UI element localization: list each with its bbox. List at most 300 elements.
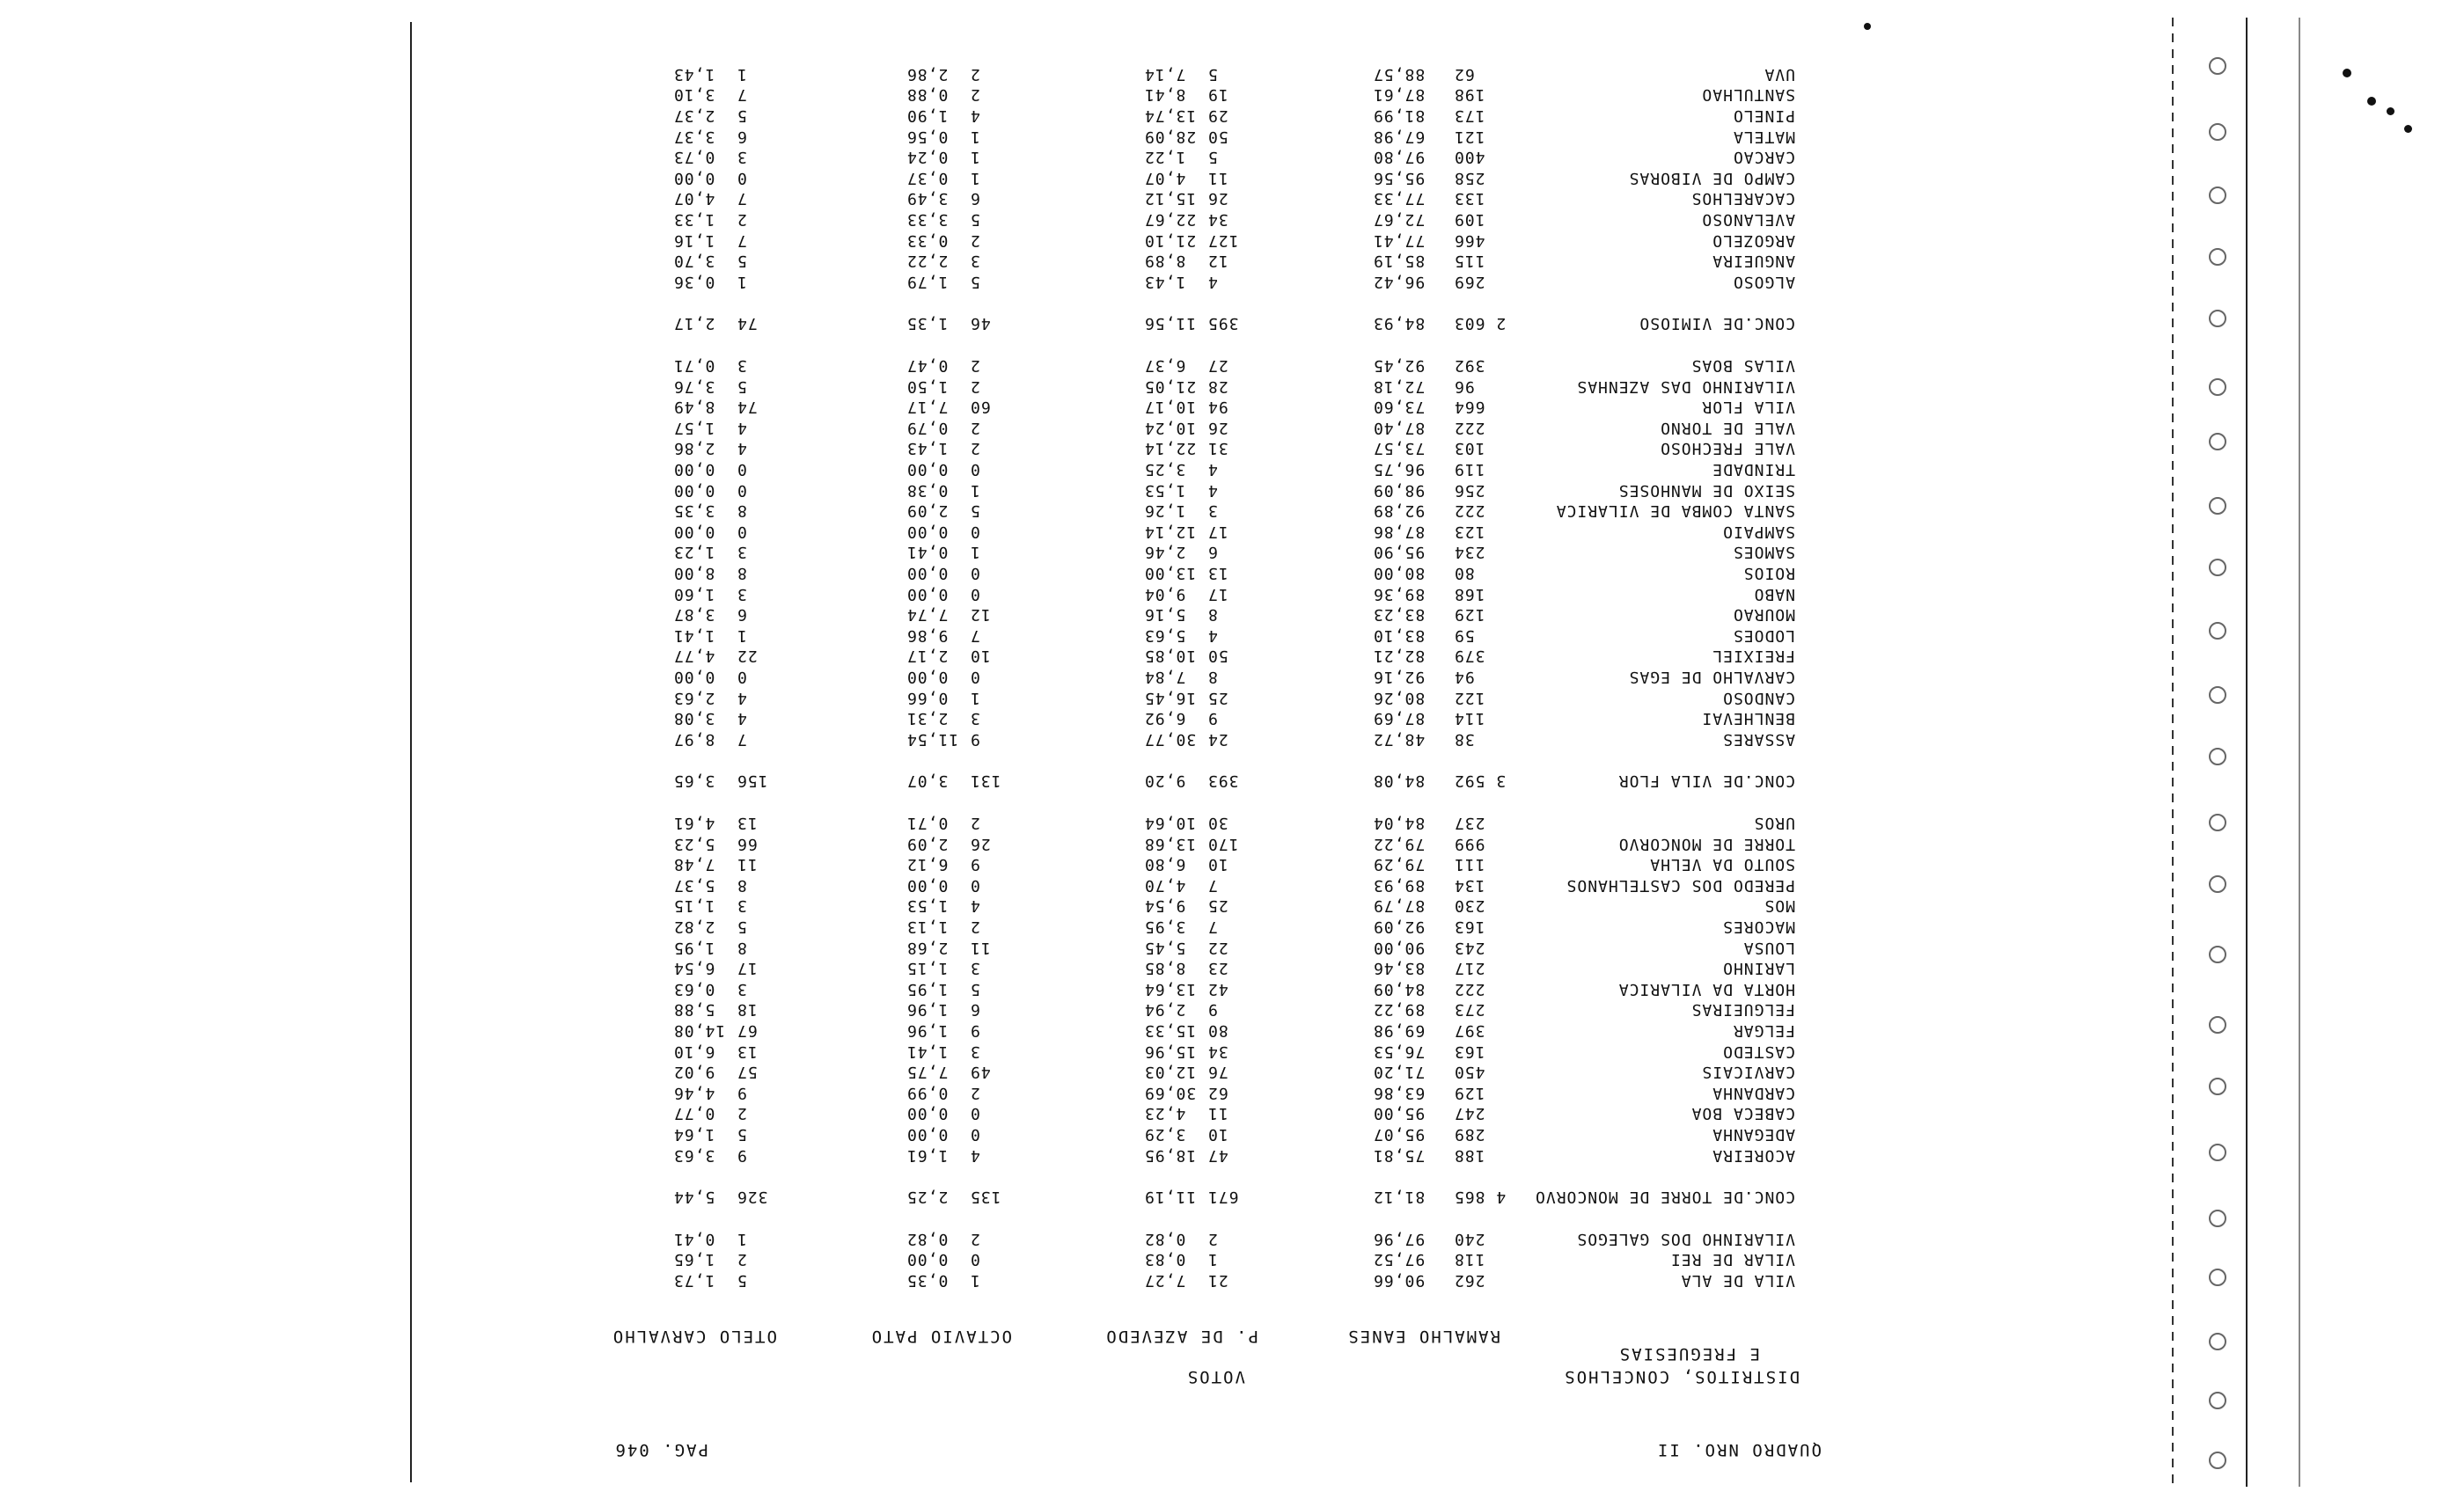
votes-eanes: 109 (1454, 210, 1485, 229)
votes-carvalho: 3 (737, 584, 747, 603)
table-row (0, 938, 2464, 957)
pct-azevedo: 13,74 (1144, 106, 1197, 125)
pct-azevedo: 10,64 (1144, 814, 1197, 832)
votes-eanes: 163 (1454, 1042, 1485, 1061)
pct-azevedo: 0,82 (1144, 1229, 1186, 1248)
territory-name: VILAS BOAS (1690, 356, 1795, 375)
territory-name: ADEGANHA (1712, 1125, 1795, 1144)
votes-pato: 9 (970, 855, 980, 874)
table-row (0, 896, 2464, 915)
votes-eanes: 188 (1454, 1145, 1485, 1165)
territory-name: ARGOZELO (1712, 230, 1795, 250)
pct-carvalho: 3,35 (673, 501, 715, 521)
votes-eanes: 247 (1454, 1104, 1485, 1123)
pct-azevedo: 12,03 (1144, 1063, 1197, 1082)
pct-carvalho: 2,82 (673, 918, 715, 936)
votes-eanes: 999 (1454, 834, 1485, 853)
votes-azevedo: 4 (1207, 460, 1218, 479)
votes-carvalho: 22 (737, 647, 758, 666)
votes-pato: 3 (970, 959, 980, 978)
pct-carvalho: 1,23 (673, 543, 715, 562)
votes-eanes: 2 603 (1454, 314, 1507, 333)
pct-azevedo: 3,25 (1144, 460, 1186, 479)
votes-eanes: 234 (1454, 543, 1485, 562)
votes-pato: 1 (970, 688, 980, 707)
votes-azevedo: 42 (1207, 979, 1228, 998)
votes-carvalho: 3 (737, 896, 747, 916)
pct-eanes: 79,29 (1373, 855, 1426, 874)
pct-eanes: 71,20 (1373, 1063, 1426, 1082)
votes-eanes: 163 (1454, 918, 1485, 936)
votes-carvalho: 0 (737, 460, 747, 479)
pct-carvalho: 2,63 (673, 688, 715, 707)
table-row (0, 230, 2464, 250)
pct-eanes: 87,69 (1373, 709, 1426, 728)
table-row (0, 604, 2464, 624)
table-row (0, 418, 2464, 437)
territory-name: CABECA BOA (1690, 1104, 1795, 1123)
pct-pato: 2,86 (906, 64, 949, 84)
pct-pato: 3,07 (906, 772, 949, 791)
votes-azevedo: 5 (1207, 148, 1218, 167)
pct-pato: 0,33 (906, 230, 949, 250)
votes-eanes: 3 592 (1454, 772, 1507, 791)
pct-eanes: 92,89 (1373, 501, 1426, 521)
territory-name: SOUTO DA VELHA (1649, 855, 1795, 874)
table-row (0, 1083, 2464, 1102)
table-row (0, 625, 2464, 645)
votes-pato: 3 (970, 709, 980, 728)
votes-carvalho: 11 (737, 855, 758, 874)
territory-name: AVELANOSO (1701, 210, 1795, 229)
votes-pato: 1 (970, 1271, 980, 1290)
votes-eanes: 118 (1454, 1250, 1485, 1269)
votes-eanes: 450 (1454, 1063, 1485, 1082)
pct-carvalho: 8,00 (673, 564, 715, 582)
votes-eanes: 123 (1454, 522, 1485, 541)
pct-carvalho: 0,71 (673, 356, 715, 375)
table-row (0, 646, 2464, 665)
votes-carvalho: 5 (737, 918, 747, 936)
pct-azevedo: 11,56 (1144, 314, 1197, 333)
votes-eanes: 168 (1454, 584, 1485, 603)
pct-azevedo: 10,24 (1144, 418, 1197, 437)
pct-pato: 0,79 (906, 418, 949, 437)
votes-azevedo: 9 (1207, 1000, 1218, 1020)
votes-azevedo: 671 (1207, 1188, 1239, 1207)
territory-name: CARCAO (1732, 148, 1795, 167)
pct-pato: 2,17 (906, 647, 949, 666)
pct-azevedo: 13,00 (1144, 564, 1197, 582)
pct-carvalho: 2,17 (673, 314, 715, 333)
votes-eanes: 269 (1454, 272, 1485, 291)
votes-eanes: 273 (1454, 1000, 1485, 1020)
votes-pato: 2 (970, 377, 980, 396)
table-row (0, 584, 2464, 603)
pct-carvalho: 1,41 (673, 625, 715, 645)
territory-name: ANGUEIRA (1712, 252, 1795, 271)
votes-eanes: 96 (1454, 377, 1475, 396)
votes-azevedo: 62 (1207, 1083, 1228, 1102)
votes-azevedo: 22 (1207, 938, 1228, 957)
votes-azevedo: 6 (1207, 543, 1218, 562)
pct-azevedo: 12,14 (1144, 522, 1197, 541)
pct-carvalho: 0,36 (673, 272, 715, 291)
pct-pato: 1,53 (906, 896, 949, 916)
column-heading-territory: DISTRITOS, CONCELHOS (1563, 1367, 1800, 1386)
pct-azevedo: 3,95 (1144, 918, 1186, 936)
pct-pato: 0,00 (906, 564, 949, 582)
pct-azevedo: 1,22 (1144, 148, 1186, 167)
pct-pato: 0,00 (906, 1125, 949, 1144)
votes-carvalho: 9 (737, 1145, 747, 1165)
pct-azevedo: 7,84 (1144, 668, 1186, 686)
votes-azevedo: 1 (1207, 1250, 1218, 1269)
table-row (0, 438, 2464, 457)
territory-name: VILA DE ALA (1680, 1271, 1795, 1290)
votes-eanes: 62 (1454, 64, 1475, 84)
pct-pato: 0,88 (906, 85, 949, 105)
votes-carvalho: 8 (737, 501, 747, 521)
votes-eanes: 664 (1454, 398, 1485, 417)
pct-carvalho: 5,37 (673, 875, 715, 895)
votes-eanes: 134 (1454, 875, 1485, 895)
pct-pato: 0,00 (906, 875, 949, 895)
votes-pato: 2 (970, 918, 980, 936)
territory-name: ALGOSO (1732, 272, 1795, 291)
votes-pato: 4 (970, 896, 980, 916)
votes-eanes: 59 (1454, 625, 1475, 645)
pct-eanes: 96,42 (1373, 272, 1426, 291)
votes-pato: 0 (970, 1104, 980, 1123)
votes-carvalho: 5 (737, 1271, 747, 1290)
pct-azevedo: 1,26 (1144, 501, 1186, 521)
votes-pato: 1 (970, 148, 980, 167)
pct-eanes: 92,09 (1373, 918, 1426, 936)
territory-name: VILA FLOR (1701, 398, 1795, 417)
votes-pato: 1 (970, 127, 980, 146)
pct-carvalho: 0,00 (673, 668, 715, 686)
votes-azevedo: 19 (1207, 85, 1228, 105)
votes-carvalho: 2 (737, 210, 747, 229)
table-row (0, 979, 2464, 998)
votes-carvalho: 1 (737, 625, 747, 645)
pct-pato: 0,66 (906, 688, 949, 707)
table-row (0, 708, 2464, 728)
pct-azevedo: 9,54 (1144, 896, 1186, 916)
votes-carvalho: 7 (737, 230, 747, 250)
pct-carvalho: 6,10 (673, 1042, 715, 1061)
votes-pato: 9 (970, 1021, 980, 1040)
pct-pato: 6,12 (906, 855, 949, 874)
votes-azevedo: 8 (1207, 605, 1218, 625)
votes-pato: 49 (970, 1063, 991, 1082)
territory-name: ROIOS (1742, 564, 1795, 582)
territory-name: CARVICAIS (1701, 1063, 1795, 1082)
pct-azevedo: 2,94 (1144, 1000, 1186, 1020)
table-row (0, 397, 2464, 416)
territory-name: LOUSA (1742, 938, 1795, 957)
votes-pato: 6 (970, 1000, 980, 1020)
territory-name: TORRE DE MONCORVO (1617, 834, 1795, 853)
votes-carvalho: 6 (737, 127, 747, 146)
pct-eanes: 85,19 (1373, 252, 1426, 271)
pct-pato: 3,33 (906, 210, 949, 229)
votes-eanes: 379 (1454, 647, 1485, 666)
votes-azevedo: 24 (1207, 729, 1228, 749)
table-row (0, 1103, 2464, 1123)
pct-eanes: 87,61 (1373, 85, 1426, 105)
votes-azevedo: 7 (1207, 918, 1218, 936)
votes-pato: 2 (970, 1083, 980, 1102)
pct-carvalho: 3,08 (673, 709, 715, 728)
pct-carvalho: 1,57 (673, 418, 715, 437)
pct-eanes: 63,86 (1373, 1083, 1426, 1102)
pct-carvalho: 8,97 (673, 729, 715, 749)
territory-name: PINELO (1732, 106, 1795, 125)
votes-carvalho: 5 (737, 1125, 747, 1144)
table-title: QUADRO NRO. II (1655, 1440, 1822, 1459)
votes-eanes: 122 (1454, 688, 1485, 707)
votes-eanes: 256 (1454, 480, 1485, 500)
table-row (0, 251, 2464, 270)
votes-pato: 4 (970, 106, 980, 125)
territory-name: MACORES (1722, 918, 1795, 936)
votes-eanes: 121 (1454, 127, 1485, 146)
pct-azevedo: 2,46 (1144, 543, 1186, 562)
pct-eanes: 95,00 (1373, 1104, 1426, 1123)
pct-azevedo: 6,80 (1144, 855, 1186, 874)
votes-eanes: 240 (1454, 1229, 1485, 1248)
table-row (0, 106, 2464, 125)
pct-eanes: 87,79 (1373, 896, 1426, 916)
table-row (0, 834, 2464, 853)
pct-pato: 1,96 (906, 1021, 949, 1040)
votes-carvalho: 67 (737, 1021, 758, 1040)
votes-pato: 2 (970, 814, 980, 832)
votes-eanes: 133 (1454, 189, 1485, 208)
pct-eanes: 82,21 (1373, 647, 1426, 666)
table-row (0, 355, 2464, 375)
pct-eanes: 88,57 (1373, 64, 1426, 84)
candidate-heading-4: OTELO CARVALHO (611, 1327, 777, 1346)
votes-azevedo: 5 (1207, 64, 1218, 84)
votes-pato: 5 (970, 501, 980, 521)
table-row (0, 64, 2464, 84)
table-row (0, 209, 2464, 229)
pct-pato: 11,54 (906, 729, 959, 749)
pct-eanes: 89,36 (1373, 584, 1426, 603)
votes-carvalho: 5 (737, 377, 747, 396)
pct-carvalho: 5,23 (673, 834, 715, 853)
table-row (0, 1042, 2464, 1061)
pct-carvalho: 1,16 (673, 230, 715, 250)
pct-pato: 0,24 (906, 148, 949, 167)
territory-name: VALE DE TORNO (1660, 418, 1795, 437)
pct-carvalho: 1,15 (673, 896, 715, 916)
pct-carvalho: 1,95 (673, 938, 715, 957)
pct-azevedo: 15,96 (1144, 1042, 1197, 1061)
pct-carvalho: 1,64 (673, 1125, 715, 1144)
votes-azevedo: 50 (1207, 127, 1228, 146)
table-row (0, 1020, 2464, 1040)
pct-carvalho: 0,00 (673, 522, 715, 541)
territory-name: FELGAR (1732, 1021, 1795, 1040)
pct-azevedo: 8,41 (1144, 85, 1186, 105)
votes-carvalho: 2 (737, 1104, 747, 1123)
pct-eanes: 97,52 (1373, 1250, 1426, 1269)
votes-azevedo: 4 (1207, 625, 1218, 645)
votes-pato: 12 (970, 605, 991, 625)
pct-azevedo: 13,64 (1144, 979, 1197, 998)
pct-azevedo: 11,19 (1144, 1188, 1197, 1207)
pct-eanes: 80,26 (1373, 688, 1426, 707)
votes-azevedo: 47 (1207, 1145, 1228, 1165)
votes-eanes: 94 (1454, 668, 1475, 686)
votes-azevedo: 7 (1207, 875, 1218, 895)
table-row (0, 1229, 2464, 1248)
pct-pato: 7,74 (906, 605, 949, 625)
votes-pato: 0 (970, 460, 980, 479)
territory-name: CAMPO DE VIBORAS (1628, 168, 1795, 187)
votes-carvalho: 4 (737, 709, 747, 728)
pct-pato: 1,95 (906, 979, 949, 998)
votes-pato: 0 (970, 875, 980, 895)
table-row (0, 1249, 2464, 1269)
pct-carvalho: 0,00 (673, 480, 715, 500)
territory-name: ACOREIRA (1712, 1145, 1795, 1165)
votes-eanes: 198 (1454, 85, 1485, 105)
votes-carvalho: 74 (737, 398, 758, 417)
pct-eanes: 89,22 (1373, 1000, 1426, 1020)
votes-azevedo: 50 (1207, 647, 1228, 666)
votes-azevedo: 94 (1207, 398, 1228, 417)
votes-azevedo: 395 (1207, 314, 1239, 333)
pct-eanes: 67,98 (1373, 127, 1426, 146)
pct-eanes: 96,75 (1373, 460, 1426, 479)
pct-pato: 0,37 (906, 168, 949, 187)
votes-eanes: 103 (1454, 439, 1485, 458)
pct-pato: 1,61 (906, 1145, 949, 1165)
pct-carvalho: 5,44 (673, 1188, 715, 1207)
pct-pato: 2,68 (906, 938, 949, 957)
votes-pato: 2 (970, 418, 980, 437)
pct-eanes: 83,46 (1373, 959, 1426, 978)
pct-eanes: 81,99 (1373, 106, 1426, 125)
votes-eanes: 114 (1454, 709, 1485, 728)
territory-name: UROS (1753, 814, 1795, 832)
pct-carvalho: 2,86 (673, 439, 715, 458)
votes-eanes: 230 (1454, 896, 1485, 916)
votes-azevedo: 27 (1207, 356, 1228, 375)
pct-azevedo: 6,92 (1144, 709, 1186, 728)
pct-carvalho: 3,76 (673, 377, 715, 396)
votes-azevedo: 13 (1207, 564, 1228, 582)
votes-eanes: 4 865 (1454, 1188, 1507, 1207)
candidate-heading-3: OCTAVIO PATO (869, 1327, 1012, 1346)
pct-pato: 0,35 (906, 1271, 949, 1290)
table-row (0, 854, 2464, 874)
pct-azevedo: 9,20 (1144, 772, 1186, 791)
pct-eanes: 87,40 (1373, 418, 1426, 437)
pct-carvalho: 0,73 (673, 148, 715, 167)
votes-carvalho: 13 (737, 814, 758, 832)
votes-azevedo: 25 (1207, 688, 1228, 707)
pct-azevedo: 7,14 (1144, 64, 1186, 84)
votes-carvalho: 17 (737, 959, 758, 978)
votes-eanes: 173 (1454, 106, 1485, 125)
pct-carvalho: 7,48 (673, 855, 715, 874)
table-row (0, 542, 2464, 561)
pct-pato: 1,13 (906, 918, 949, 936)
table-row (0, 501, 2464, 520)
pct-pato: 0,82 (906, 1229, 949, 1248)
pct-carvalho: 1,65 (673, 1250, 715, 1269)
pct-eanes: 90,00 (1373, 938, 1426, 957)
votes-carvalho: 7 (737, 729, 747, 749)
pct-azevedo: 4,07 (1144, 168, 1186, 187)
votes-pato: 0 (970, 564, 980, 582)
votes-carvalho: 4 (737, 418, 747, 437)
table-row (0, 1062, 2464, 1081)
pct-azevedo: 10,85 (1144, 647, 1197, 666)
votes-pato: 135 (970, 1188, 1001, 1207)
votes-pato: 10 (970, 647, 991, 666)
votes-pato: 131 (970, 772, 1001, 791)
pct-pato: 0,00 (906, 522, 949, 541)
votes-azevedo: 17 (1207, 584, 1228, 603)
pct-pato: 2,22 (906, 252, 949, 271)
votes-eanes: 289 (1454, 1125, 1485, 1144)
pct-eanes: 80,00 (1373, 564, 1426, 582)
votes-carvalho: 57 (737, 1063, 758, 1082)
pct-azevedo: 15,12 (1144, 189, 1197, 208)
pct-carvalho: 3,10 (673, 85, 715, 105)
pct-eanes: 73,57 (1373, 439, 1426, 458)
pct-eanes: 95,07 (1373, 1125, 1426, 1144)
pct-carvalho: 5,88 (673, 1000, 715, 1020)
pct-azevedo: 10,17 (1144, 398, 1197, 417)
pct-pato: 1,43 (906, 439, 949, 458)
table-row (0, 688, 2464, 707)
pct-azevedo: 3,29 (1144, 1125, 1186, 1144)
table-row (0, 917, 2464, 936)
votes-azevedo: 11 (1207, 168, 1228, 187)
votes-azevedo: 31 (1207, 439, 1228, 458)
pct-azevedo: 22,14 (1144, 439, 1197, 458)
votes-carvalho: 9 (737, 1083, 747, 1102)
votes-eanes: 392 (1454, 356, 1485, 375)
pct-pato: 0,00 (906, 460, 949, 479)
territory-name: CONC.DE VIMIOSO (1639, 314, 1795, 333)
concelho-total-row (0, 771, 2464, 790)
pct-eanes: 89,93 (1373, 875, 1426, 895)
pct-pato: 1,50 (906, 377, 949, 396)
page-number: PAG. 046 (613, 1440, 708, 1459)
pct-eanes: 84,93 (1373, 314, 1426, 333)
votes-pato: 0 (970, 1250, 980, 1269)
votes-azevedo: 80 (1207, 1021, 1228, 1040)
pct-azevedo: 0,83 (1144, 1250, 1186, 1269)
votes-carvalho: 8 (737, 564, 747, 582)
pct-carvalho: 4,77 (673, 647, 715, 666)
pct-pato: 1,96 (906, 1000, 949, 1020)
votes-azevedo: 26 (1207, 418, 1228, 437)
votes-pato: 0 (970, 522, 980, 541)
territory-name: VILAR DE REI (1669, 1250, 1795, 1269)
pct-pato: 1,90 (906, 106, 949, 125)
pct-eanes: 95,56 (1373, 168, 1426, 187)
